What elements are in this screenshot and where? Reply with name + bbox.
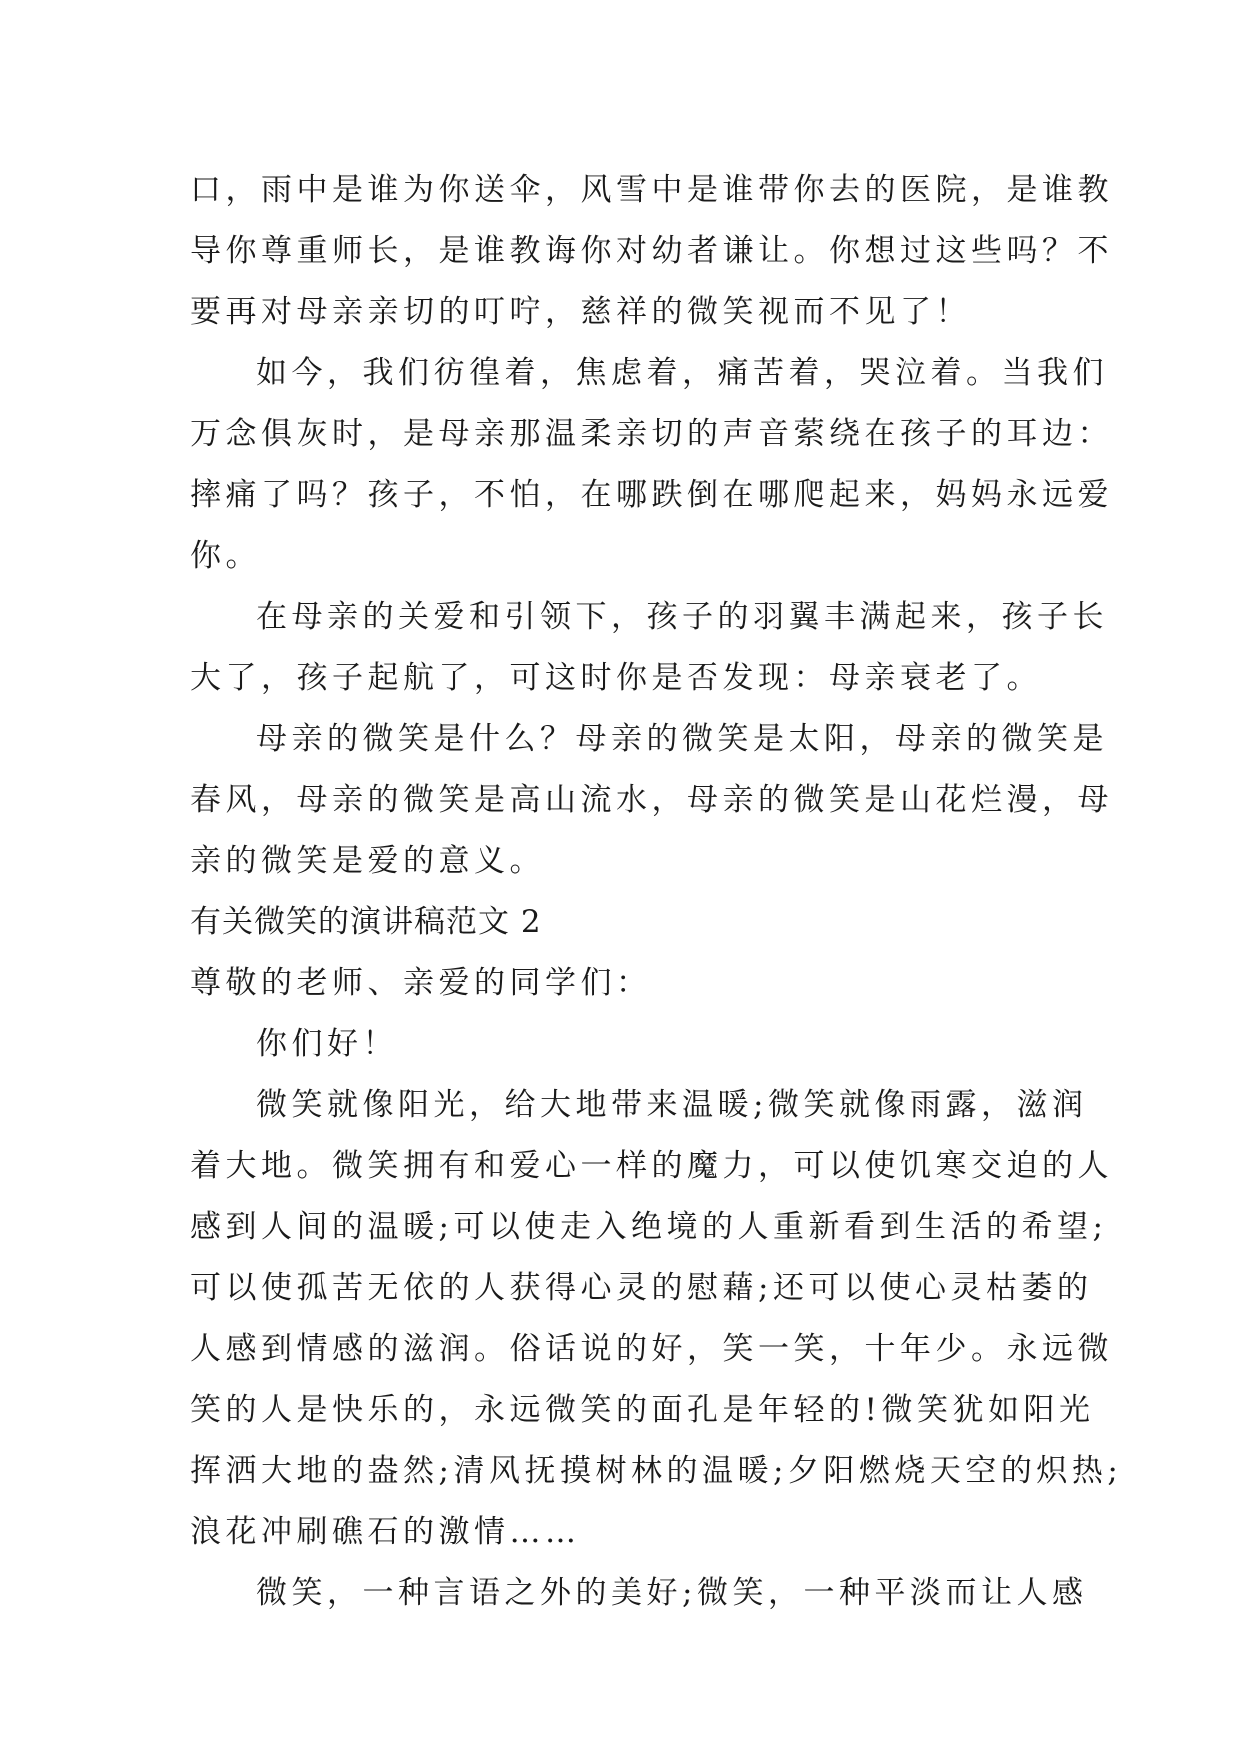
document-body — [190, 160, 1123, 1624]
text-line: 微笑，一种言语之外的美好;微笑，一种平淡而让人感 — [256, 1575, 1088, 1611]
text-line: 在母亲的关爱和引领下，孩子的羽翼丰满起来，孩子长 — [256, 599, 1108, 635]
text-line: 口，雨中是谁为你送伞，风雪中是谁带你去的医院，是谁教 — [190, 172, 1113, 208]
text-line: 可以使孤苦无依的人获得心灵的慰藉;还可以使心灵枯萎的 — [190, 1270, 1093, 1306]
text-line: 着大地。微笑拥有和爱心一样的魔力，可以使饥寒交迫的人 — [190, 1148, 1113, 1184]
paragraph — [190, 1563, 1088, 1624]
text-line: 微笑就像阳光，给大地带来温暖;微笑就像雨露，滋润 — [256, 1087, 1088, 1123]
text-line: 春风，母亲的微笑是高山流水，母亲的微笑是山花烂漫，母 — [190, 782, 1113, 818]
paragraph — [190, 160, 1113, 343]
text-line: 笑的人是快乐的，永远微笑的面孔是年轻的!微笑犹如阳光 — [190, 1392, 1095, 1428]
paragraph — [190, 343, 1113, 587]
salutation: 尊敬的老师、亲爱的同学们： — [190, 965, 652, 1001]
paragraph — [190, 709, 1113, 892]
section-title: 有关微笑的演讲稿范文 2 — [190, 904, 542, 940]
text-line: 如今，我们彷徨着，焦虑着，痛苦着，哭泣着。当我们 — [256, 355, 1108, 391]
text-line: 浪花冲刷礁石的激情…… — [190, 1514, 581, 1550]
text-line: 万念俱灰时，是母亲那温柔亲切的声音萦绕在孩子的耳边： — [190, 416, 1113, 452]
text-line: 你。 — [190, 538, 261, 574]
text-line: 母亲的微笑是什么？母亲的微笑是太阳，母亲的微笑是 — [256, 721, 1108, 757]
text-line: 大了，孩子起航了，可这时你是否发现：母亲衰老了。 — [190, 660, 1042, 696]
greeting: 你们好！ — [256, 1026, 398, 1062]
text-line: 导你尊重师长，是谁教诲你对幼者谦让。你想过这些吗？不 — [190, 233, 1113, 269]
text-line: 亲的微笑是爱的意义。 — [190, 843, 545, 879]
text-line: 人感到情感的滋润。俗话说的好，笑一笑，十年少。永远微 — [190, 1331, 1113, 1367]
text-line: 感到人间的温暖;可以使走入绝境的人重新看到生活的希望; — [190, 1209, 1108, 1245]
paragraph — [190, 1075, 1123, 1563]
text-line: 挥洒大地的盎然;清风抚摸树林的温暖;夕阳燃烧天空的炽热; — [190, 1453, 1123, 1489]
text-line: 摔痛了吗？孩子，不怕，在哪跌倒在哪爬起来，妈妈永远爱 — [190, 477, 1113, 513]
text-line: 要再对母亲亲切的叮咛，慈祥的微笑视而不见了！ — [190, 294, 971, 330]
paragraph — [190, 587, 1108, 709]
